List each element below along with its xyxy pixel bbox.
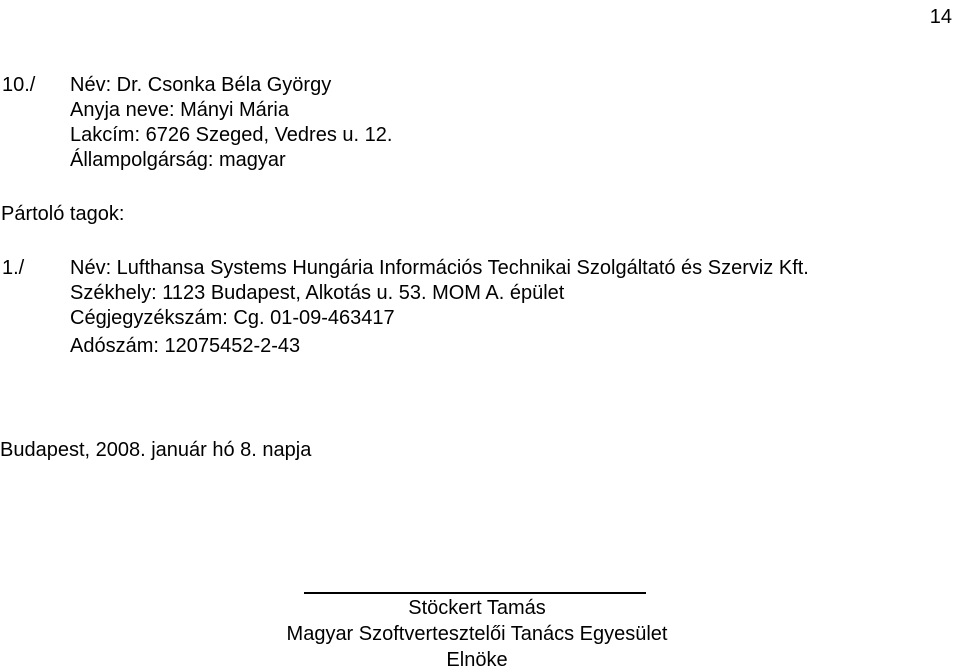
supporting-member-number: 1./ [2, 257, 25, 279]
signature-organization: Magyar Szoftvertesztelői Tanács Egyesület [286, 623, 668, 645]
member-citizenship: Állampolgárság: magyar [70, 149, 286, 171]
member-name: Név: Dr. Csonka Béla György [70, 74, 332, 96]
supporting-member-tax-number: Adószám: 12075452-2-43 [70, 335, 301, 357]
page-number: 14 [929, 6, 952, 28]
member-number: 10./ [2, 74, 36, 96]
member-address: Lakcím: 6726 Szeged, Vedres u. 12. [70, 124, 393, 146]
supporting-member-registration: Cégjegyzékszám: Cg. 01-09-463417 [70, 307, 395, 329]
member-mother-name: Anyja neve: Mányi Mária [70, 99, 289, 121]
supporting-members-heading: Pártoló tagok: [1, 203, 125, 225]
signature-name: Stöckert Tamás [408, 597, 546, 619]
signature-title: Elnöke [446, 649, 508, 671]
date-line: Budapest, 2008. január hó 8. napja [0, 439, 312, 461]
supporting-member-seat: Székhely: 1123 Budapest, Alkotás u. 53. MOM A. épület [70, 282, 565, 304]
signature-line [304, 592, 646, 594]
supporting-member-name: Név: Lufthansa Systems Hungária Információs Technikai Szolgáltató és Szerviz Kft. [70, 257, 809, 279]
